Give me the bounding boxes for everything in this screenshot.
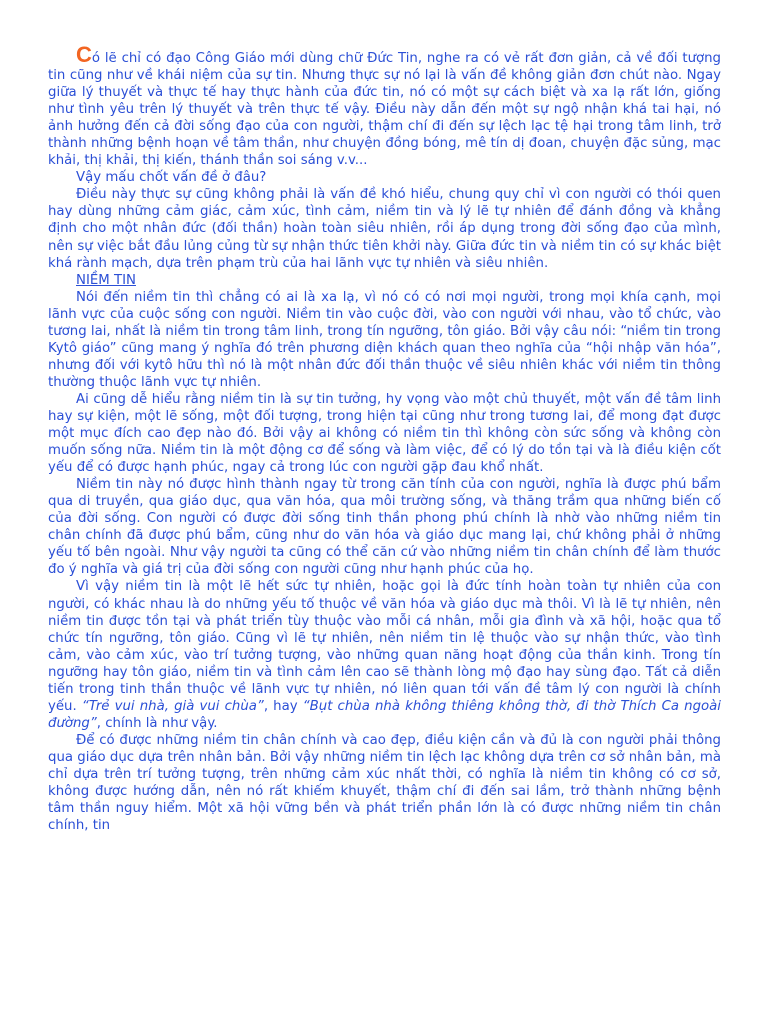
intro-paragraph bbox=[48, 42, 721, 169]
body-paragraph-with-quotes bbox=[48, 578, 721, 731]
explanation-paragraph: Điều này thực sự cũng không phải là vấn đề khó hiểu, chung quy chỉ vì con người có thói quen hay dùng những cảm giác, cảm xúc, tình cảm, niềm tin và lý lẽ tự nhiên để đánh đồng và khẳng định cho một nhân đức (đối thần) hoàn toàn siêu nhiên, rồi áp dụng trong đời sống đạo của mình, nên sự việc bắt đầu lủng củng từ sự nhận thức tiên khởi này. Giữa đức tin và niềm tin có sự khác biệt khá rành mạch, dựa trên phạm trù của hai lãnh vực tự nhiên và siêu nhiên. bbox=[48, 187, 721, 271]
paragraph-text: Vì vậy niềm tin là một lẽ hết sức tự nhiên, hoặc gọi là đức tính hoàn toàn tự nhiên của con người, có khác nhau là do những yếu tố thuộc về văn hóa và giáo dục mà thôi. Vì là lẽ tự nhiên, nên niềm tin được tồn tại và phát triển tùy thuộc vào mỗi cá nhân, mỗi gia đình và xã hội, hoặc qua tổ chức tín ngưỡng, tôn giáo. Cũng vì lẽ tự nhiên, nên niềm tin lệ thuộc vào sự nhận thức, vào tình cảm, vào cảm xúc, vào trí tưởng tượng, vào những quan năng hoạt động của thần kinh. Trong tín ngưỡng hay tôn giáo, niềm tin và tình cảm lên cao sẽ thành lòng mộ đạo hay sùng đạo. Tất cả diễn tiến trong tinh thần thuộc về lãnh vực tự nhiên, nó liên quan tới vấn đề tâm lý con người là chính yếu. bbox=[48, 579, 721, 714]
body-paragraph: Nói đến niềm tin thì chẳng có ai là xa lạ, vì nó có có nơi mọi người, trong mọi khía cạnh, mọi lãnh vực của cuộc sống con người. Niềm tin vào cuộc đời, vào con người với nhau, vào tổ chức, vào tương lai, nhất là niềm tin trong tâm linh, trong tín ngưỡng, tôn giáo. Bởi vậy câu nói: “niềm tin trong Kytô giáo” cũng mang ý nghĩa đó trên phương diện khách quan theo nghĩa của “hội nhập văn hóa”, nhưng đối với kytô hữu thì nó là một nhân đức đối thần thuộc về siêu nhiên khác với niềm tin thông thường thuộc lãnh vực tự nhiên. bbox=[48, 289, 721, 390]
body-paragraph: Niềm tin này nó được hình thành ngay từ trong căn tính của con người, nghĩa là được phú bẩm qua di truyền, qua giáo dục, qua văn hóa, qua môi trường sống, và thăng trầm qua những biến cố của đời sống. Con người có được đời sống tinh thần phong phú chính là nhờ vào những niềm tin chân chính đã được phú bẩm, cũng như do văn hóa và giáo dục mang lại, chứ không phải ở những yếu tố bên ngoài. Như vậy người ta cũng có thể căn cứ vào những niềm tin chân chính để làm thước đo ý nghĩa và giá trị của đời sống con người cũng như hạnh phúc của họ. bbox=[48, 477, 721, 578]
body-paragraph: Ai cũng dễ hiểu rằng niềm tin là sự tin tưởng, hy vọng vào một chủ thuyết, một vấn đề tâm linh hay sự kiện, một lẽ sống, một đối tượng, trong hiện tại cũng như trong tương lai, để mong đạt được một mục đích cao đẹp nào đó. Bởi vậy ai không có niềm tin thì không còn sức sống và không còn muốn sống nữa. Niềm tin là một động cơ để sống và làm việc, để có lý do tồn tại và là điều kiện cốt yếu để có được hạnh phúc, ngay cả trong lúc con người gặp đau khổ nhất. bbox=[48, 391, 721, 476]
paragraph-text: , chính là như vậy. bbox=[96, 715, 218, 731]
paragraph-text: , hay bbox=[263, 698, 303, 714]
question-paragraph: Vậy mấu chốt vấn đề ở đâu? bbox=[76, 170, 267, 186]
proverb-quote: “Bụt chùa nhà không thiêng không thờ, đi thờ Thích Ca ngoài đường” bbox=[48, 698, 721, 731]
drop-cap-letter: C bbox=[76, 42, 92, 67]
document-page bbox=[48, 42, 721, 834]
section-heading: NIỀM TIN bbox=[76, 272, 136, 288]
proverb-quote: “Trẻ vui nhà, già vui chùa” bbox=[81, 698, 264, 714]
intro-paragraph-text: ó lẽ chỉ có đạo Công Giáo mới dùng chữ Đức Tin, nghe ra có vẻ rất đơn giản, cả về đối tượng tin cũng như về khái niệm của sự tin. Nhưng thực sự nó lại là vấn đề không giản đơn chút nào. Ngay giữa lý thuyết và thực tế hay thực hành của đức tin, nó có một sự cách biệt và xa lạ rất lớn, giống như tình yêu trên lý thuyết và trên thực tế vậy. Điều này dẫn đến một sự ngộ nhận khá tai hại, nó ảnh hưởng đến cả đời sống đạo của con người, thậm chí đi đến sự lệch lạc tệ hại trong tâm linh, trở thành những bệnh hoạn về tâm thần, như chuyện đồng bóng, mê tín dị đoan, chuyện đặc sủng, mạc khải, thị khải, thị kiến, thánh thần soi sáng v.v... bbox=[48, 51, 721, 169]
final-paragraph: Để có được những niềm tin chân chính và cao đẹp, điều kiện cần và đủ là con người phải thông qua giáo dục dựa trên nhân bản. Bởi vậy những niềm tin lệch lạc không dựa trên cơ sở nhân bản, mà chỉ dựa trên trí tưởng tượng, trên những cảm xúc nhất thời, có nghĩa là niềm tin không có cơ sở, không được hướng dẫn, nên nó rất khiếm khuyết, thậm chí đi đến sai lầm, trở thành những bệnh tâm thần nguy hiểm. Một xã hội vững bền và phát triển phần lớn là có được những niềm tin chân chính, tin bbox=[48, 732, 721, 834]
